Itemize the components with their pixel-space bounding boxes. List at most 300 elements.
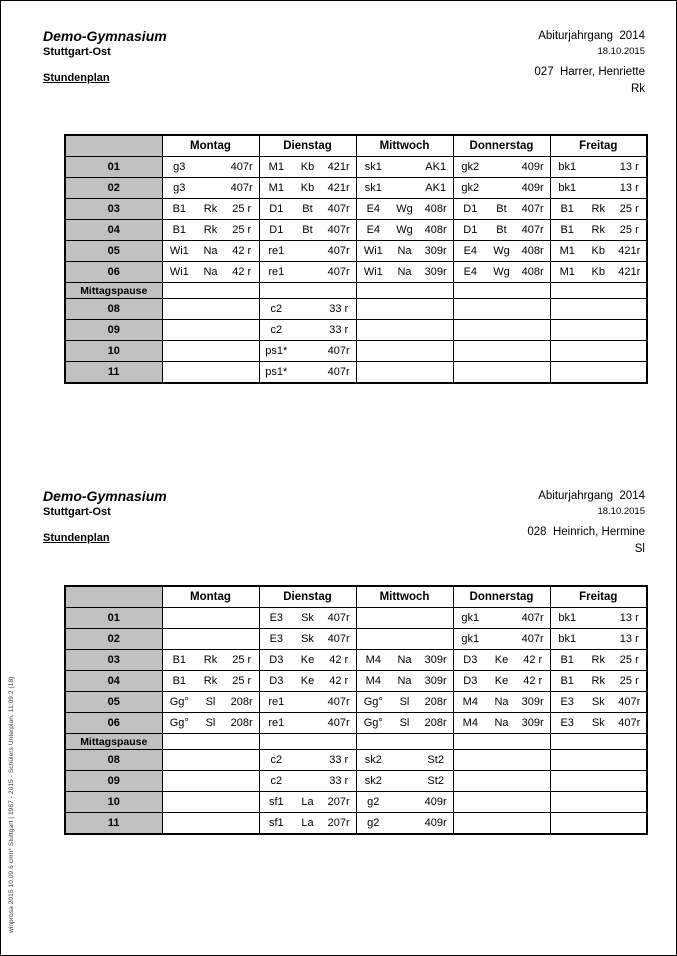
timetable-cell [453,262,550,283]
lesson-teacher: Bt [302,203,313,215]
timetable-cell [453,692,550,713]
lesson-course: re1 [268,245,285,257]
lesson-course: gk2 [461,182,480,194]
lesson-room: 407r [327,224,350,236]
timetable-cell [453,713,550,734]
day-header-monday: Montag [162,586,259,608]
timetable-cell [162,299,259,320]
timetable-cell [259,362,356,383]
lesson-teacher [293,775,322,787]
lesson-course: Gg° [363,696,383,708]
timetable-cell [356,283,453,299]
lesson-room: 407r [327,245,350,257]
timetable-cell [356,241,453,262]
lesson-room: 309r [424,266,447,278]
lesson-teacher [293,324,322,336]
timetable-cell [550,671,647,692]
timetable-cell [162,320,259,341]
lesson-room: 42 r [329,675,349,687]
lesson-course: D1 [463,203,478,215]
lesson-room: 208r [424,696,447,708]
lesson-course: D3 [463,675,478,687]
timetable-cell [259,813,356,834]
lesson-teacher [584,182,613,194]
lesson-room: 407r [327,266,350,278]
document-title: Stundenplan [43,532,110,544]
lesson-course: Wi1 [363,266,383,278]
timetable-cell [453,750,550,771]
timetable-cell [550,792,647,813]
break-row [65,734,647,750]
timetable-cell [356,771,453,792]
lesson-room: 309r [424,245,447,257]
lesson-teacher [390,161,419,173]
lesson-course: E4 [463,245,478,257]
timetable-cell [453,199,550,220]
timetable-cell [259,650,356,671]
lesson-room: 407r [521,224,544,236]
lesson-room: 407r [327,345,350,357]
timetable-cell [453,734,550,750]
lesson-course: M4 [365,654,381,666]
lesson-teacher: Kb [591,245,605,257]
lesson-teacher: La [301,816,314,829]
period-row [65,262,647,283]
lesson-room: 408r [521,245,544,257]
lesson-room: 42 r [523,675,543,687]
timetable-cell [356,262,453,283]
lesson-teacher: Rk [591,654,605,666]
row-label: 03 [65,199,162,220]
lesson-teacher [487,161,516,173]
lesson-course: D1 [269,203,284,215]
lesson-teacher: Na [494,717,509,729]
lesson-room: 407r [327,717,350,729]
lesson-room: 409r [521,182,544,194]
lesson-course: sk2 [364,754,382,766]
lesson-room: 407r [327,633,350,645]
lesson-teacher: Sk [301,633,314,645]
day-header-thursday: Donnerstag [453,135,550,157]
timetable-cell [356,320,453,341]
timetable-cell [356,362,453,383]
lesson-room: 309r [521,717,544,729]
lesson-course: bk1 [558,633,577,645]
timetable-cell [453,241,550,262]
lesson-room: 25 r [232,203,252,215]
row-label: 04 [65,671,162,692]
school-city: Stuttgart-Ost [43,46,111,58]
lesson-room: 13 r [619,182,639,194]
period-row [65,813,647,834]
lesson-room: 25 r [232,654,252,666]
timetable-cell [550,771,647,792]
day-header-wednesday: Mittwoch [356,586,453,608]
lesson-course: E3 [560,717,574,729]
period-row [65,608,647,629]
lesson-course: Wi1 [363,245,383,257]
timetable-cell [550,608,647,629]
lesson-course: E3 [560,696,574,708]
row-label: 05 [65,692,162,713]
school-city: Stuttgart-Ost [43,506,111,518]
row-label: 04 [65,220,162,241]
lesson-room: 309r [521,696,544,708]
lesson-course: re1 [268,266,285,278]
lesson-course: bk1 [558,182,577,194]
lesson-course: g3 [173,161,186,173]
lesson-course: D3 [463,654,478,666]
timetable-cell [162,178,259,199]
lesson-room: 25 r [619,675,639,687]
lesson-teacher [293,245,322,257]
timetable-cell [356,692,453,713]
lesson-course: B1 [172,675,187,687]
timetable-cell [162,608,259,629]
day-header-thursday: Donnerstag [453,586,550,608]
lesson-course: D1 [269,224,284,236]
lesson-room: 33 r [329,775,349,787]
lesson-teacher: Bt [496,224,507,236]
timetable-cell [356,750,453,771]
lesson-course: D1 [463,224,478,236]
lesson-course: g2 [367,816,380,829]
timetable-cell [356,813,453,834]
day-header-row [65,135,647,157]
lesson-teacher: Sl [399,717,410,729]
row-label: 01 [65,157,162,178]
timetable-cell [162,813,259,834]
row-label: 02 [65,629,162,650]
lesson-course: gk1 [461,612,480,624]
lesson-teacher: Na [494,696,509,708]
lesson-room: 421r [618,245,641,257]
timetable-cell [356,671,453,692]
tutor-code: Rk [630,83,645,95]
lesson-course: B1 [560,224,574,236]
timetable-cell [259,299,356,320]
timetable-cell [162,734,259,750]
timetable-cell [550,629,647,650]
lesson-teacher [293,345,322,357]
lesson-course: bk1 [558,161,577,173]
lesson-room: 42 r [523,654,543,666]
lesson-room: 208r [424,717,447,729]
lesson-course: c2 [270,324,283,336]
lesson-room: St2 [427,754,444,766]
timetable-cell [550,157,647,178]
timetable-cell [162,341,259,362]
lesson-course: E4 [366,203,381,215]
timetable-cell [259,341,356,362]
timetable-cell [259,608,356,629]
lesson-room: St2 [427,775,444,787]
student-name: 027 Harrer, Henriette [534,66,645,78]
timetable-cell [453,341,550,362]
lesson-teacher: Na [203,245,218,257]
lesson-teacher [584,612,613,624]
lesson-course: sf1 [268,796,284,808]
lesson-room: 25 r [232,675,252,687]
lesson-course: g3 [173,182,186,194]
lesson-course: B1 [560,675,574,687]
lesson-room: 25 r [619,224,639,236]
timetable-cell [550,199,647,220]
period-row [65,650,647,671]
tutor-code: Sl [634,543,645,555]
timetable-cell [453,608,550,629]
lesson-room: 33 r [329,324,349,336]
print-date: 18.10.2015 [597,46,645,57]
timetable-cell [259,220,356,241]
row-label: 01 [65,608,162,629]
period-row [65,320,647,341]
lesson-teacher [293,696,322,708]
lesson-teacher [390,775,419,787]
lesson-room: 25 r [619,654,639,666]
lesson-teacher: Bt [302,224,313,236]
timetable-cell [162,241,259,262]
period-row [65,220,647,241]
lesson-teacher: Na [397,245,412,257]
lesson-course: M4 [462,717,478,729]
lesson-course: sk1 [364,161,382,173]
lesson-teacher: Bt [496,203,507,215]
period-row [65,241,647,262]
lesson-room: 409r [424,816,447,829]
lesson-teacher: Wg [493,245,510,257]
timetable-cell [453,362,550,383]
row-label: 11 [65,813,162,834]
period-row [65,362,647,383]
row-label: 03 [65,650,162,671]
timetable-cell [453,792,550,813]
lesson-course: D3 [269,654,284,666]
timetable-cell [550,750,647,771]
timetable-cell [453,771,550,792]
timetable-cell [162,713,259,734]
lesson-room: 407r [230,182,253,194]
timetable-cell [356,713,453,734]
lesson-room: 421r [327,182,350,194]
timetable-cell [259,157,356,178]
timetable-cell [162,283,259,299]
period-row [65,771,647,792]
timetable-cell [550,341,647,362]
timetable-cell [162,671,259,692]
row-label: 08 [65,299,162,320]
lesson-course: M4 [462,696,478,708]
timetable-cell [453,157,550,178]
lesson-room: 407r [327,612,350,624]
lesson-room: 207r [327,796,350,808]
period-row [65,199,647,220]
student-name: 028 Heinrich, Hermine [527,526,645,538]
lesson-teacher: Rk [203,203,218,215]
timetable-cell [356,178,453,199]
timetable-cell [550,283,647,299]
timetable-cell [356,734,453,750]
timetable-cell [162,650,259,671]
lesson-room: 407r [618,696,641,708]
period-row [65,671,647,692]
lesson-course: c2 [270,754,283,766]
lesson-teacher [196,182,225,194]
timetable-cell [259,241,356,262]
timetable-cell [162,262,259,283]
sheet2-header-left [43,488,167,544]
day-header-friday: Freitag [550,135,647,157]
corner-cell [65,586,162,608]
timetable-cell [453,320,550,341]
cohort-label: Abiturjahrgang 2014 [538,30,645,42]
lesson-teacher [293,717,322,729]
lesson-teacher: Ke [300,654,315,666]
day-header-tuesday: Dienstag [259,586,356,608]
lesson-course: B1 [560,654,574,666]
lesson-course: re1 [268,696,285,708]
lesson-course: E4 [366,224,381,236]
lesson-teacher [390,817,419,829]
timetable-cell [259,692,356,713]
timetable-cell [550,241,647,262]
timetable-cell [550,262,647,283]
timetable-cell [259,771,356,792]
period-row [65,750,647,771]
timetable-cell [356,608,453,629]
lesson-course: sk1 [364,182,382,194]
period-row [65,341,647,362]
timetable-cell [162,750,259,771]
lesson-teacher: Kb [300,161,315,173]
corner-cell [65,135,162,157]
period-row [65,299,647,320]
lesson-teacher: Rk [591,224,605,236]
sheet1-header-left [43,28,167,84]
row-label: 11 [65,362,162,383]
row-label: 10 [65,792,162,813]
lesson-course: M1 [559,266,575,278]
row-label: 09 [65,320,162,341]
lesson-teacher [584,161,613,173]
timetable-cell [550,220,647,241]
lesson-room: 407r [521,203,544,215]
lesson-teacher: Wg [396,203,413,215]
period-row [65,178,647,199]
school-name: Demo-Gymnasium [43,488,167,504]
timetable-cell [453,650,550,671]
lesson-teacher [293,366,322,378]
lesson-room: 309r [424,654,447,666]
timetable-cell [162,771,259,792]
lesson-room: AK1 [425,182,447,194]
lesson-teacher: Ke [300,675,315,687]
timetable-cell [453,629,550,650]
timetable-cell [356,199,453,220]
lesson-teacher [487,182,516,194]
lesson-room: 13 r [619,612,639,624]
lesson-room: 42 r [232,266,252,278]
period-row [65,792,647,813]
timetable-cell [162,220,259,241]
lesson-teacher [196,161,225,173]
timetable-cell [259,320,356,341]
timetable-cell [356,157,453,178]
timetable-sheet2 [64,585,648,835]
lesson-course: ps1* [265,345,288,357]
print-date: 18.10.2015 [597,506,645,517]
timetable-cell [550,734,647,750]
lesson-room: 208r [230,696,253,708]
lesson-course: ps1* [265,365,288,378]
row-label: 08 [65,750,162,771]
period-row [65,713,647,734]
break-row [65,283,647,299]
day-header-friday: Freitag [550,586,647,608]
day-header-monday: Montag [162,135,259,157]
lesson-room: 207r [327,816,350,829]
lesson-course: sf1 [268,816,284,829]
timetable-cell [550,650,647,671]
row-label: Mittagspause [65,283,162,299]
lesson-teacher: Rk [203,675,218,687]
lesson-course: re1 [268,717,285,729]
lesson-course: B1 [172,224,187,236]
lesson-teacher [584,633,613,645]
lesson-teacher: Na [397,675,412,687]
row-label: 09 [65,771,162,792]
lesson-course: c2 [270,775,283,787]
lesson-room: 25 r [619,203,639,215]
lesson-course: gk2 [461,161,480,173]
lesson-room: 409r [424,796,447,808]
lesson-course: M1 [559,245,575,257]
row-label: Mittagspause [65,734,162,750]
timetable-cell [162,629,259,650]
timetable-cell [550,362,647,383]
lesson-teacher: Sk [301,612,314,624]
timetable-cell [356,629,453,650]
lesson-room: 42 r [329,654,349,666]
timetable-cell [453,283,550,299]
timetable-cell [259,750,356,771]
lesson-teacher: Kb [300,182,315,194]
lesson-teacher: Ke [494,654,509,666]
lesson-teacher: Na [203,266,218,278]
lesson-course: bk1 [558,612,577,624]
timetable-cell [356,792,453,813]
timetable-cell [550,692,647,713]
lesson-room: 42 r [232,245,252,257]
lesson-room: 407r [521,633,544,645]
timetable-cell [259,734,356,750]
lesson-room: 33 r [329,754,349,766]
lesson-room: 407r [327,365,350,378]
lesson-course: B1 [172,654,187,666]
timetable-cell [259,178,356,199]
timetable-cell [259,199,356,220]
lesson-room: 25 r [232,224,252,236]
lesson-room: AK1 [425,161,447,173]
timetable-cell [550,320,647,341]
timetable-cell [550,299,647,320]
lesson-course: gk1 [461,633,480,645]
lesson-teacher: Wg [493,266,510,278]
timetable-sheet1 [64,134,648,384]
sheet1-header-right [534,29,645,96]
row-label: 06 [65,262,162,283]
lesson-teacher: Na [397,266,412,278]
